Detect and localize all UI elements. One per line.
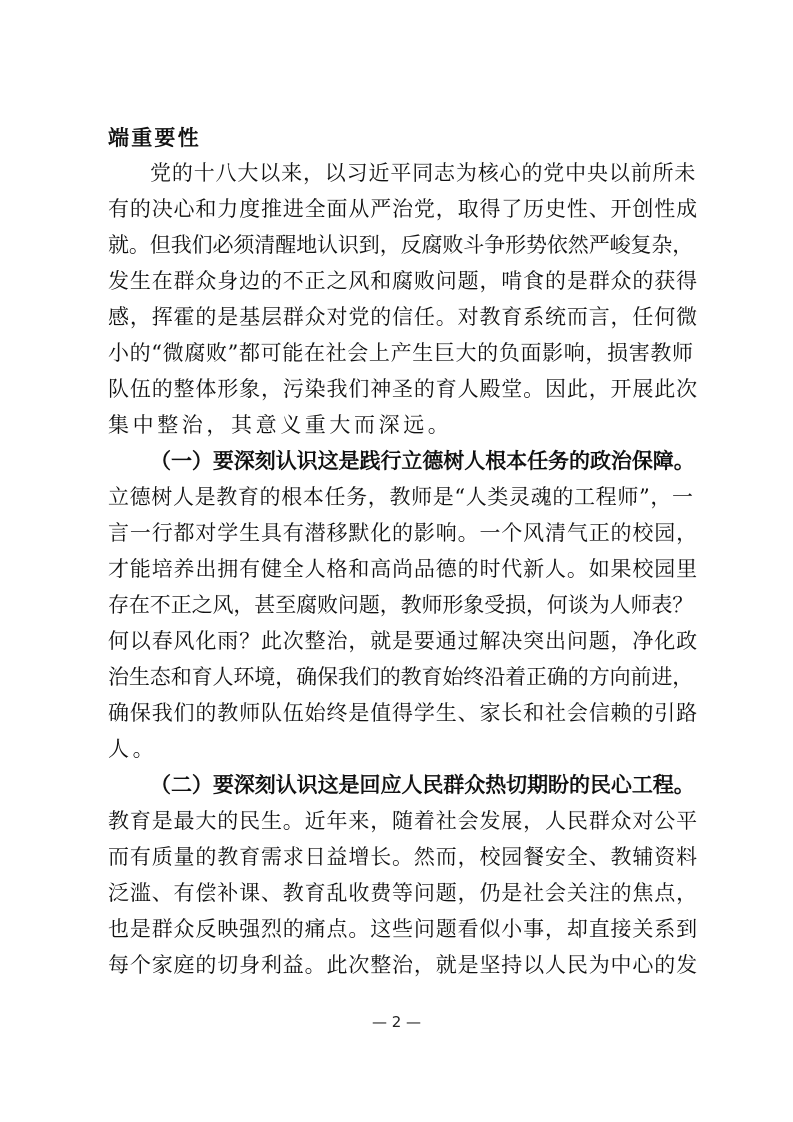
paragraph-3-line-4: 也是群众反映强烈的痛点。这些问题看似小事，却直接关系到 bbox=[108, 917, 698, 941]
paragraph-1-line-4: 发生在群众身边的不正之风和腐败问题，啃食的是群众的获得 bbox=[108, 269, 698, 293]
paragraph-2-line-1: 立德树人是教育的根本任务，教师是“人类灵魂的工程师”，一 bbox=[108, 485, 694, 509]
paragraph-2-line-2: 言一行都对学生具有潜移默化的影响。一个风清气正的校园， bbox=[108, 521, 698, 545]
paragraph-1-line-6: 小的“微腐败”都可能在社会上产生巨大的负面影响，损害教师 bbox=[108, 341, 694, 365]
paragraph-2-line-6: 治生态和育人环境，确保我们的教育始终沿着正确的方向前进， bbox=[108, 665, 694, 689]
paragraph-2-line-8: 人。 bbox=[108, 737, 158, 761]
section-heading-continued: 端重要性 bbox=[108, 125, 201, 150]
paragraph-2-line-7: 确保我们的教师队伍始终是值得学生、家长和社会信赖的引路 bbox=[108, 701, 698, 725]
subsection-1-title: （一）要深刻认识这是践行立德树人根本任务的政治保障。 bbox=[150, 448, 695, 473]
paragraph-3-line-5: 每个家庭的切身利益。此次整治，就是坚持以人民为中心的发 bbox=[108, 953, 698, 977]
paragraph-1-line-2: 有的决心和力度推进全面从严治党，取得了历史性、开创性成 bbox=[108, 197, 698, 221]
paragraph-1-line-5: 感，挥霍的是基层群众对党的信任。对教育系统而言，任何微 bbox=[108, 305, 698, 329]
page-number: — 2 — bbox=[371, 1013, 422, 1031]
paragraph-3-line-2: 而有质量的教育需求日益增长。然而，校园餐安全、教辅资料 bbox=[108, 845, 698, 869]
paragraph-2-line-5: 何以春风化雨？此次整治，就是要通过解决突出问题，净化政 bbox=[108, 629, 698, 653]
paragraph-1-line-7: 队伍的整体形象，污染我们神圣的育人殿堂。因此，开展此次 bbox=[108, 377, 698, 401]
paragraph-1-line-1: 党的十八大以来，以习近平同志为核心的党中央以前所未 bbox=[150, 161, 697, 185]
paragraph-2-line-3: 才能培养出拥有健全人格和高尚品德的时代新人。如果校园里 bbox=[108, 557, 698, 581]
subsection-2-title: （二）要深刻认识这是回应人民群众热切期盼的民心工程。 bbox=[150, 772, 695, 797]
paragraph-2-line-4: 存在不正之风，甚至腐败问题，教师形象受损，何谈为人师表？ bbox=[108, 593, 694, 617]
paragraph-1-line-3: 就。但我们必须清醒地认识到，反腐败斗争形势依然严峻复杂， bbox=[108, 233, 694, 257]
paragraph-3-line-1: 教育是最大的民生。近年来，随着社会发展，人民群众对公平 bbox=[108, 809, 698, 833]
paragraph-1-line-8: 集中整治，其意义重大而深远。 bbox=[108, 413, 453, 437]
paragraph-3-line-3: 泛滥、有偿补课、教育乱收费等问题，仍是社会关注的焦点， bbox=[108, 881, 698, 905]
